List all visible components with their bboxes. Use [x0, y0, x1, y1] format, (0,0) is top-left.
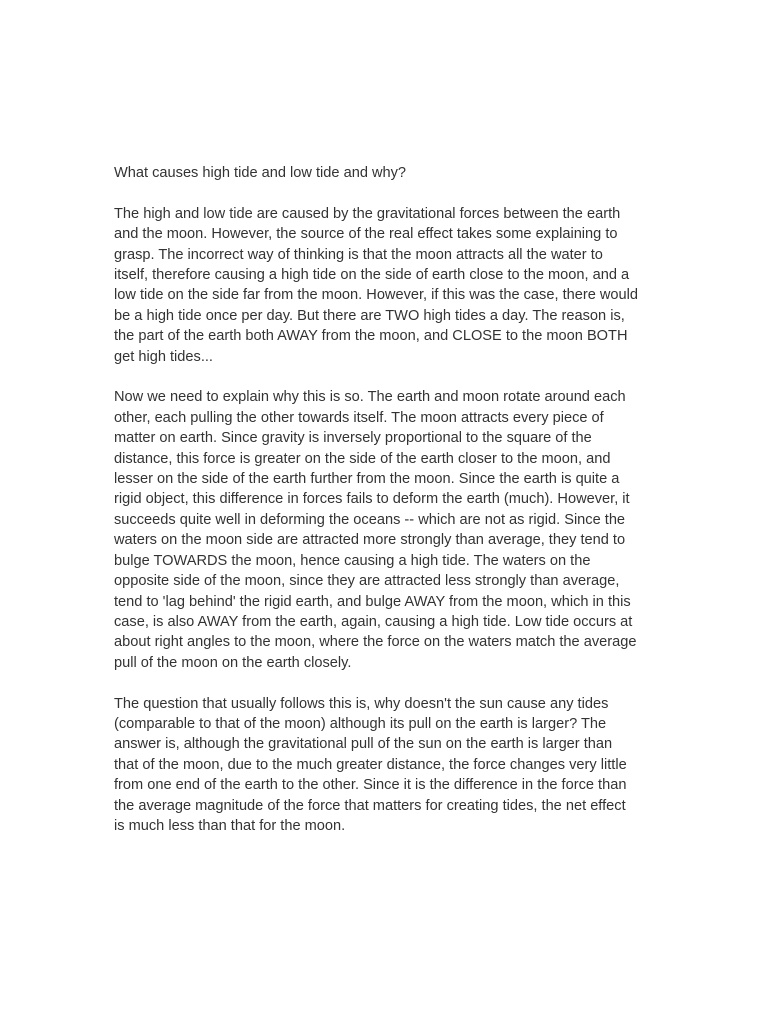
text-line: grasp. The incorrect way of thinking is that the moon attracts all the water to — [114, 246, 603, 263]
text-line: succeeds quite well in deforming the oceans -- which are not as rigid. Since the — [114, 511, 626, 528]
text-line: Now we need to explain why this is so. The earth and moon rotate around each — [114, 389, 626, 406]
text-line: the part of the earth both AWAY from the moon, and CLOSE to the moon BOTH — [114, 328, 628, 345]
text-line: The question that usually follows this is, why doesn't the sun cause any tides — [114, 695, 609, 712]
text-line: matter on earth. Since gravity is inversely proportional to the square of the — [114, 430, 592, 447]
text-line: the average magnitude of the force that matters for creating tides, the net effect — [114, 797, 626, 814]
text-line: low tide on the side far from the moon. However, if this was the case, there would — [114, 287, 639, 304]
paragraph-1 — [114, 204, 662, 367]
text-line: itself, therefore causing a high tide on the side of earth close to the moon, and a — [114, 267, 630, 284]
text-line: (comparable to that of the moon) although its pull on the earth is larger? The — [114, 715, 607, 732]
text-line: bulge TOWARDS the moon, hence causing a high tide. The waters on the — [114, 552, 591, 569]
text-line: that of the moon, due to the much greater distance, the force changes very little — [114, 756, 627, 773]
document-title: What causes high tide and low tide and why? — [114, 165, 407, 181]
paragraph-3 — [114, 694, 662, 837]
paragraph-2 — [114, 387, 662, 673]
text-line: rigid object, this difference in forces fails to deform the earth (much). However, it — [114, 491, 630, 508]
text-line: and the moon. However, the source of the real effect takes some explaining to — [114, 226, 618, 243]
text-line: is much less than that for the moon. — [114, 817, 346, 834]
document-body — [114, 163, 662, 857]
text-line: pull of the moon on the earth closely. — [114, 654, 352, 671]
text-line: about right angles to the moon, where the force on the waters match the average — [114, 634, 637, 651]
text-line: waters on the moon side are attracted more strongly than average, they tend to — [114, 532, 626, 549]
text-line: get high tides... — [114, 348, 213, 365]
text-line: The high and low tide are caused by the gravitational forces between the earth — [114, 205, 621, 222]
text-line: case, is also AWAY from the earth, again, causing a high tide. Low tide occurs at — [114, 613, 633, 630]
text-line: other, each pulling the other towards itself. The moon attracts every piece of — [114, 409, 604, 426]
text-line: lesser on the side of the earth further from the moon. Since the earth is quite a — [114, 471, 620, 488]
text-line: distance, this force is greater on the side of the earth closer to the moon, and — [114, 450, 611, 467]
text-line: answer is, although the gravitational pull of the sun on the earth is larger than — [114, 736, 613, 753]
text-line: opposite side of the moon, since they are attracted less strongly than average, — [114, 573, 620, 590]
text-line: tend to 'lag behind' the rigid earth, and bulge AWAY from the moon, which in this — [114, 593, 631, 610]
text-line: from one end of the earth to the other. Since it is the difference in the force than — [114, 777, 627, 794]
text-line: be a high tide once per day. But there are TWO high tides a day. The reason is, — [114, 307, 625, 324]
